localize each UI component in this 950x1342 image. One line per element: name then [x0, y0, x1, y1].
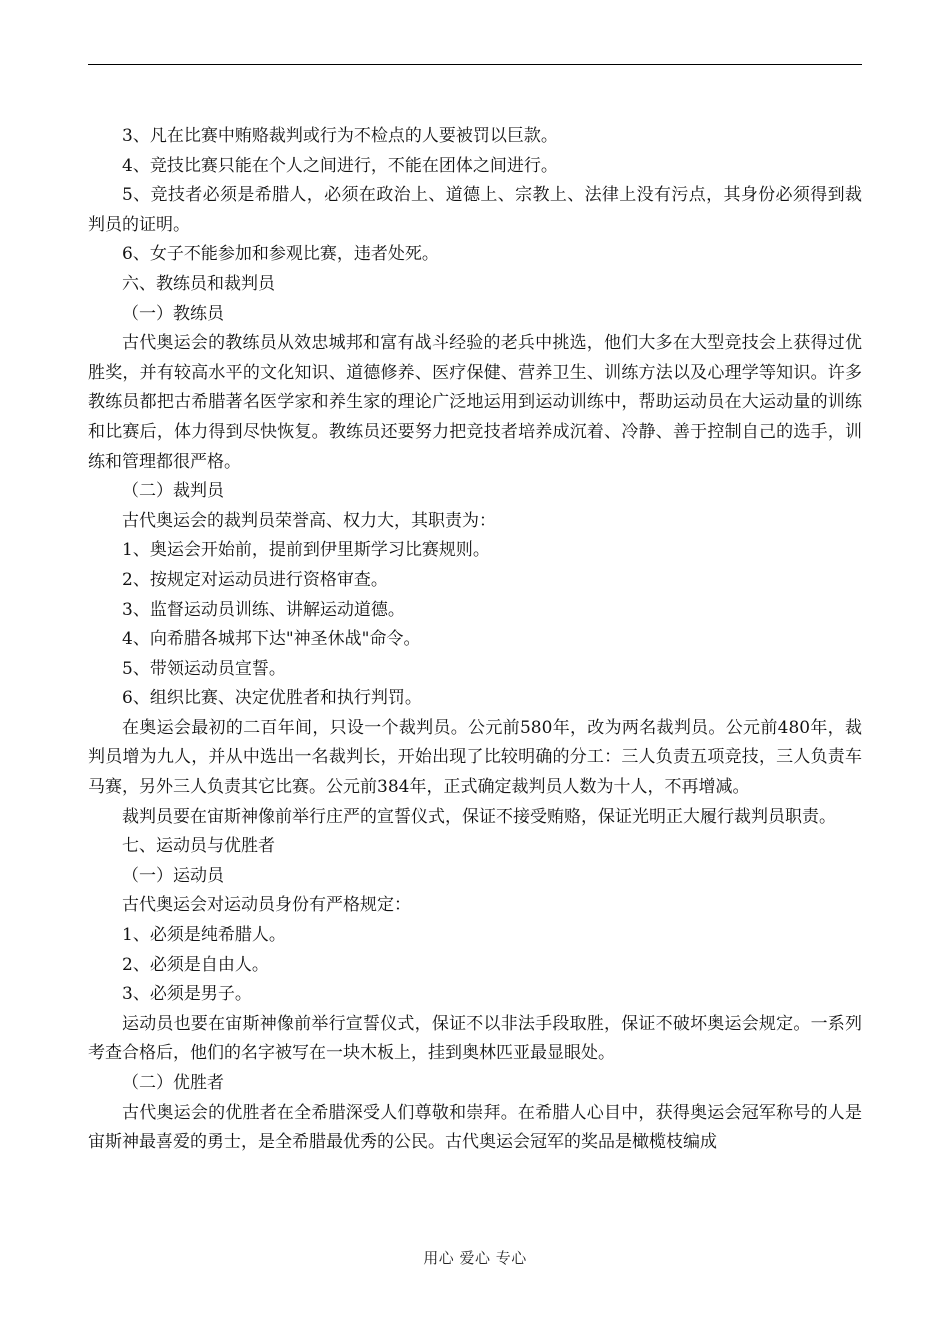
paragraph: 3、凡在比赛中贿赂裁判或行为不检点的人要被罚以巨款。: [122, 126, 558, 146]
list-item: 3、必须是男子。: [122, 984, 252, 1005]
list-item: 6、组织比赛、决定优胜者和执行判罚。: [122, 688, 422, 709]
paragraph: 在奥运会最初的二百年间，只设一个裁判员。公元前580年，改为两名裁判员。公元前480年，裁判员增为九人，并从中选出一名裁判长，开始出现了比较明确的分工：三人负责五项竞技，三人负责车马赛，另外三人负责其它比赛。公元前384年，正式确定裁判员人数为十人，不再增减。: [88, 717, 862, 798]
subsection-heading: （二）优胜者: [122, 1073, 224, 1093]
subsection-heading: （二）裁判员: [122, 481, 224, 502]
list-item: 2、必须是自由人。: [122, 954, 269, 975]
subsection-heading: （一）教练员: [122, 303, 224, 324]
list-item: 5、带领运动员宣誓。: [122, 658, 286, 679]
section-heading: 六、教练员和裁判员: [122, 273, 275, 294]
list-item: 3、监督运动员训练、讲解运动道德。: [122, 599, 405, 620]
paragraph: 古代奥运会的裁判员荣誉高、权力大，其职责为：: [122, 510, 496, 531]
list-item: 2、按规定对运动员进行资格审查。: [122, 569, 388, 590]
paragraph: 5、竞技者必须是希腊人，必须在政治上、道德上、宗教上、法律上没有污点，其身份必须得到裁判员的证明。: [88, 185, 862, 235]
list-item: 1、奥运会开始前，提前到伊里斯学习比赛规则。: [122, 540, 490, 561]
header-rule: [88, 64, 862, 65]
list-item: 1、必须是纯希腊人。: [122, 925, 286, 946]
paragraph: 古代奥运会对运动员身份有严格规定：: [122, 895, 411, 916]
paragraph: 古代奥运会的教练员从效忠城邦和富有战斗经验的老兵中挑选，他们大多在大型竞技会上获得过优胜奖，并有较高水平的文化知识、道德修养、医疗保健、营养卫生、训练方法以及心理学等知识。许多教练员都把古希腊著名医学家和养生家的理论广泛地运用到运动训练中，帮助运动员在大运动量的训练和比赛后，体力得到尽快恢复。教练员还要努力把竞技者培养成沉着、冷静、善于控制自己的选手，训练和管理都很严格。: [88, 333, 862, 472]
list-item: 4、向希腊各城邦下达"神圣休战"命令。: [122, 629, 421, 650]
page-footer: 用心 爱心 专心: [423, 1249, 527, 1267]
paragraph: 古代奥运会的优胜者在全希腊深受人们尊敬和崇拜。在希腊人心目中，获得奥运会冠军称号的人是宙斯神最喜爱的勇士，是全希腊最优秀的公民。古代奥运会冠军的奖品是橄榄枝编成: [88, 1102, 862, 1153]
paragraph: 裁判员要在宙斯神像前举行庄严的宣誓仪式，保证不接受贿赂，保证光明正大履行裁判员职责。: [122, 806, 836, 827]
paragraph: 6、女子不能参加和参观比赛，违者处死。: [122, 244, 439, 265]
document-body: [88, 122, 862, 1158]
paragraph: 4、竞技比赛只能在个人之间进行，不能在团体之间进行。: [122, 155, 558, 176]
section-heading: 七、运动员与优胜者: [122, 836, 275, 857]
subsection-heading: （一）运动员: [122, 865, 224, 886]
paragraph: 运动员也要在宙斯神像前举行宣誓仪式，保证不以非法手段取胜，保证不破坏奥运会规定。一系列考查合格后，他们的名字被写在一块木板上，挂到奥林匹亚最显眼处。: [88, 1013, 862, 1064]
